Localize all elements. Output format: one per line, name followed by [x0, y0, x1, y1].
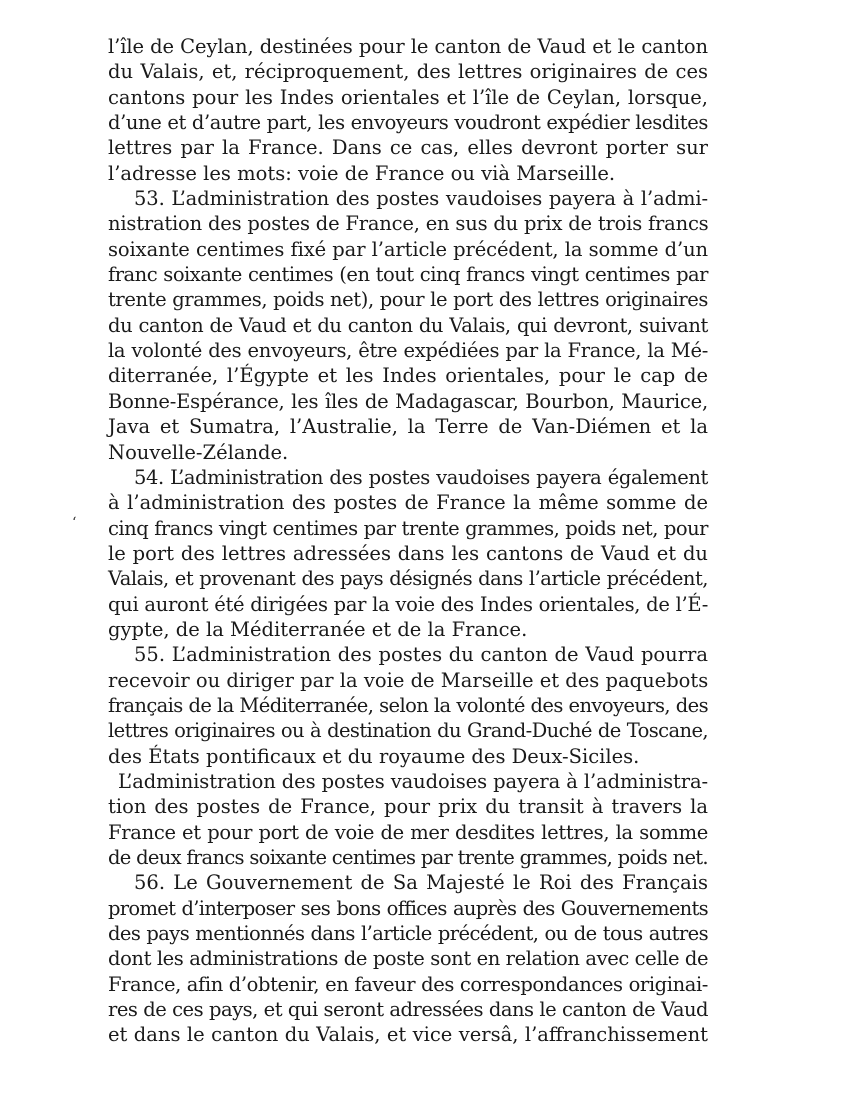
- text-line: cantons pour les Indes orientales et l’île de Ceylan, lorsque,: [108, 85, 708, 109]
- body-text: [108, 34, 708, 1048]
- article-53-start: 53. L’administration des postes vaudoises payera à l’admi-: [134, 187, 708, 211]
- text-line: qui auront été dirigées par la voie des Indes orientales, de l’É-: [108, 592, 708, 616]
- text-line: cinq francs vingt centimes par trente grammes, poids net, pour: [108, 516, 708, 540]
- text-line: la volonté des envoyeurs, être expédiées par la France, la Mé-: [108, 339, 708, 363]
- article-56-start: 56. Le Gouvernement de Sa Majesté le Roi des Français: [134, 871, 708, 895]
- text-line: promet d’interposer ses bons offices auprès des Gouvernements: [108, 896, 708, 920]
- text-line: et dans le canton du Valais, et vice versâ, l’affranchissement: [108, 1023, 708, 1047]
- text-line: du Valais, et, réciproquement, des lettres originaires de ces: [108, 60, 708, 84]
- text-line: tion des postes de France, pour prix du transit à travers la: [108, 795, 708, 819]
- text-line: diterranée, l’Égypte et les Indes orientales, pour le cap de: [108, 364, 708, 388]
- text-line: Bonne-Espérance, les îles de Madagascar, Bourbon, Maurice,: [108, 389, 708, 413]
- text-line: du canton de Vaud et du canton du Valais, qui devront, suivant: [108, 313, 708, 337]
- text-line: res de ces pays, et qui seront adressées dans le canton de Vaud: [108, 998, 708, 1022]
- text-line: Java et Sumatra, l’Australie, la Terre de Van-Diémen et la: [108, 415, 708, 439]
- text-line: trente grammes, poids net), pour le port des lettres originaires: [108, 288, 708, 312]
- margin-mark: [72, 520, 76, 526]
- text-line: français de la Méditerranée, selon la volonté des envoyeurs, des: [108, 693, 708, 717]
- text-line: le port des lettres adressées dans les cantons de Vaud et du: [108, 541, 708, 565]
- text-line: recevoir ou diriger par la voie de Marseille et des paquebots: [108, 668, 709, 692]
- text-line: l’île de Ceylan, destinées pour le canton de Vaud et le canton: [108, 35, 708, 58]
- text-line: France, afin d’obtenir, en faveur des correspondances originai-: [108, 972, 708, 996]
- text-line: dont les administrations de poste sont en relation avec celle de: [108, 947, 709, 971]
- text-line: Nouvelle-Zélande.: [108, 440, 289, 464]
- text-line: de deux francs soixante centimes par trente grammes, poids net.: [108, 846, 708, 869]
- text-line: soixante centimes fixé par l’article précédent, la somme d’un: [108, 237, 708, 261]
- text-line: Valais, et provenant des pays désignés dans l’article précédent,: [108, 567, 708, 591]
- text-line: gypte, de la Méditerranée et de la France.: [108, 617, 528, 641]
- text-line: l’adresse les mots: voie de France ou vià Marseille.: [108, 161, 616, 185]
- article-54-start: 54. L’administration des postes vaudoises payera également: [134, 465, 708, 489]
- article-55-start: 55. L’administration des postes du canton de Vaud pourra: [134, 643, 708, 667]
- text-line: des pays mentionnés dans l’article précédent, ou de tous autres: [108, 922, 708, 946]
- text-line: France et pour port de voie de mer desdites lettres, la somme: [108, 820, 708, 844]
- paragraph-start: L’administration des postes vaudoises payera à l’administra-: [118, 769, 708, 793]
- text-line: franc soixante centimes (en tout cinq francs vingt centimes par: [108, 263, 708, 287]
- text-line: lettres par la France. Dans ce cas, elles devront porter sur: [108, 136, 708, 160]
- text-line: à l’administration des postes de France la même somme de: [108, 491, 708, 515]
- text-line: nistration des postes de France, en sus du prix de trois francs: [108, 212, 709, 236]
- text-line: d’une et d’autre part, les envoyeurs voudront expédier lesdites: [108, 111, 708, 135]
- text-line: lettres originaires ou à destination du Grand-Duché de Toscane,: [108, 719, 708, 743]
- text-line: des États pontificaux et du royaume des Deux-Siciles.: [108, 744, 640, 768]
